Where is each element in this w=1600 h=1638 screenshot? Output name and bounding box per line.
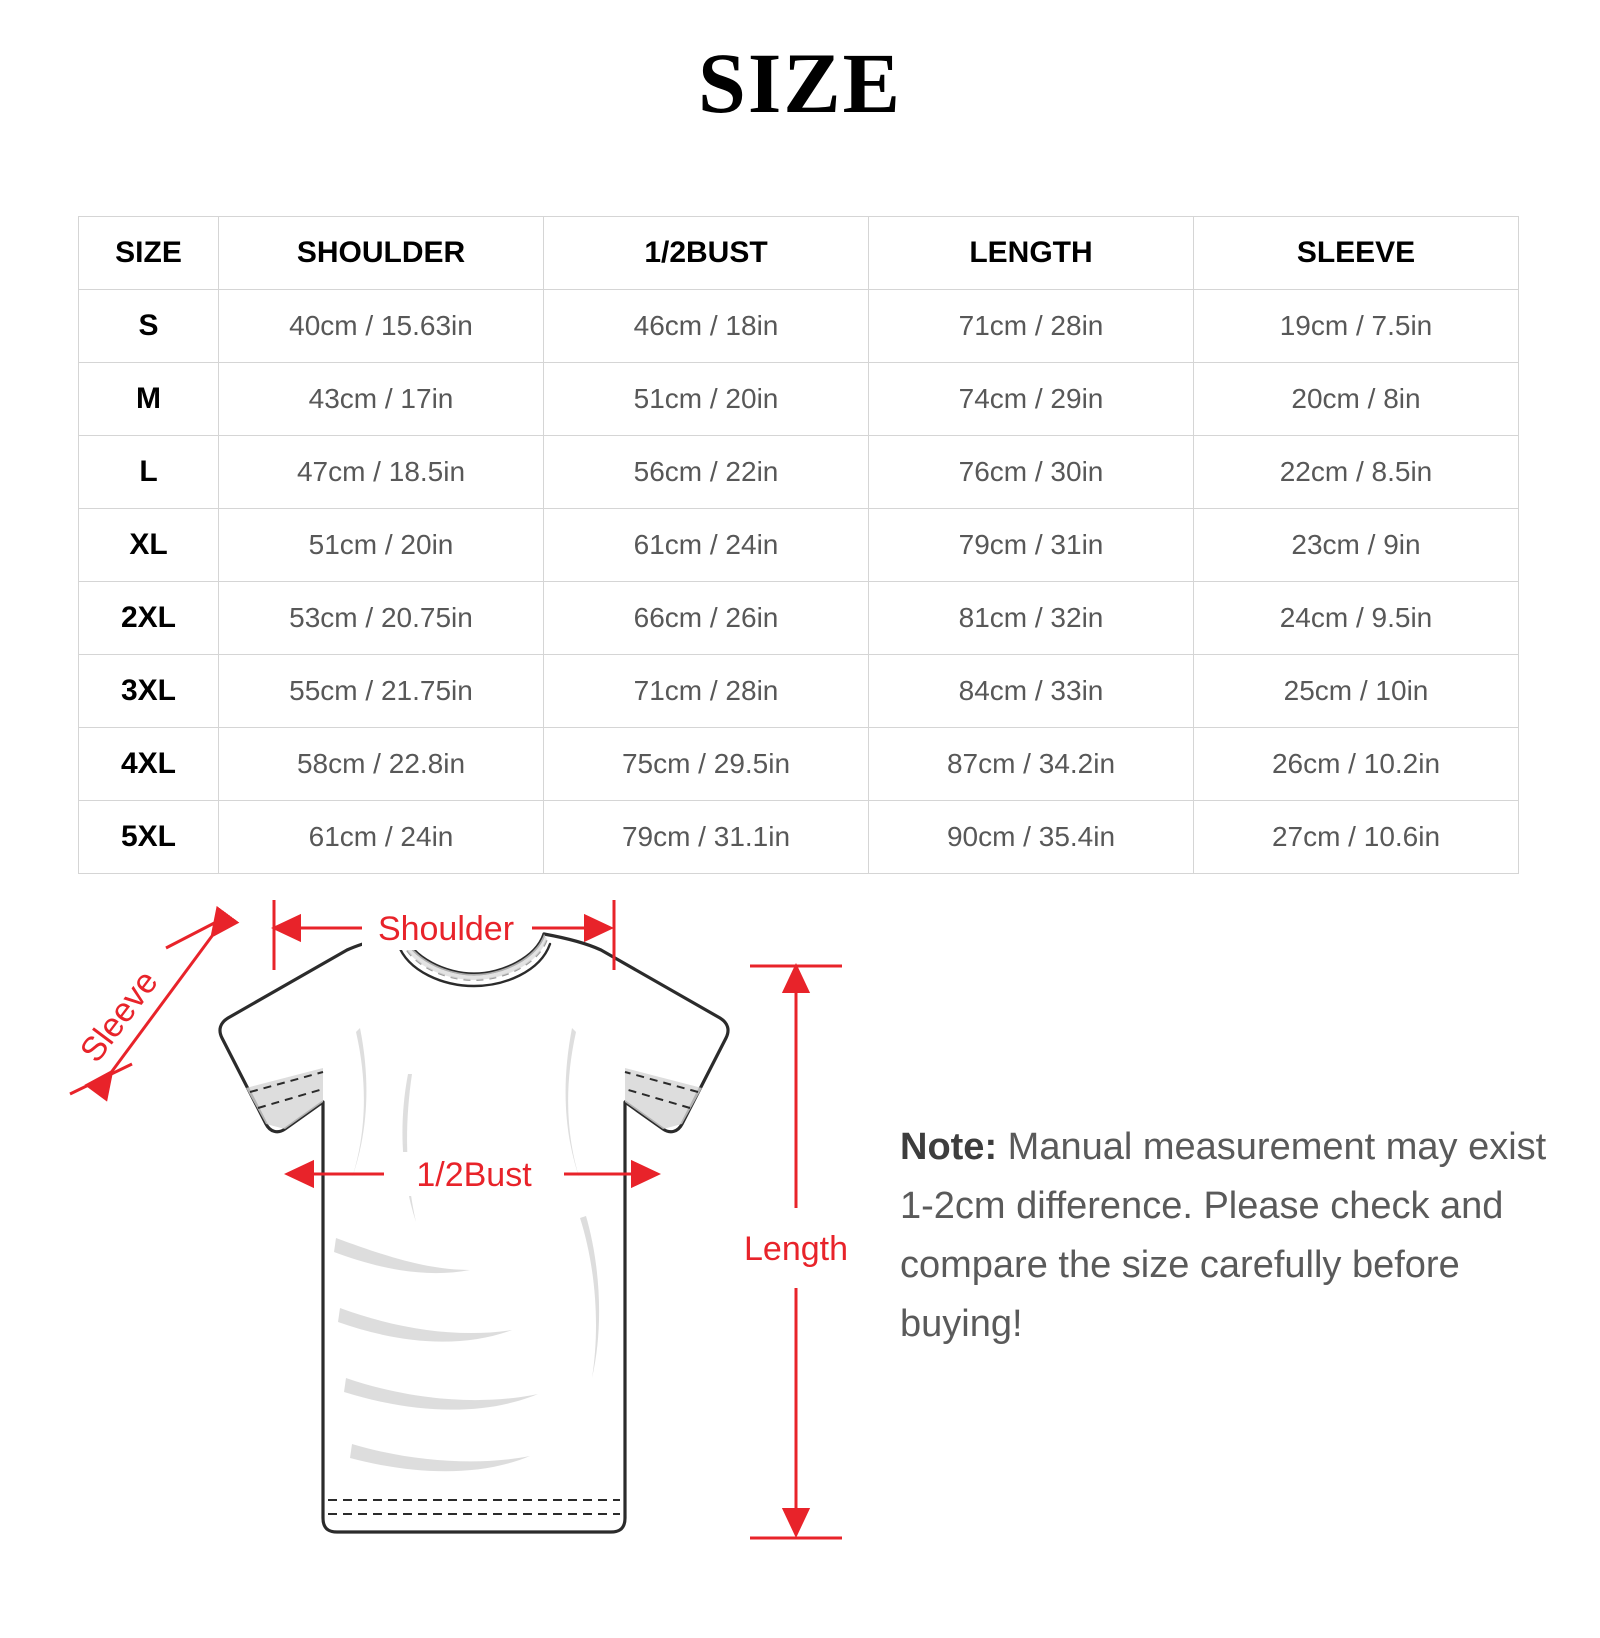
cell-length: 74cm / 29in xyxy=(869,363,1194,436)
cell-length: 84cm / 33in xyxy=(869,655,1194,728)
cell-shoulder: 51cm / 20in xyxy=(219,509,544,582)
cell-shoulder: 40cm / 15.63in xyxy=(219,290,544,363)
table-row xyxy=(79,582,1519,655)
length-label: Length xyxy=(744,1230,848,1268)
cell-size: S xyxy=(79,290,219,363)
cell-sleeve: 22cm / 8.5in xyxy=(1194,436,1519,509)
cell-size: M xyxy=(79,363,219,436)
table-row xyxy=(79,436,1519,509)
sleeve-label: Sleeve xyxy=(72,963,166,1070)
cell-bust: 56cm / 22in xyxy=(544,436,869,509)
table-row xyxy=(79,509,1519,582)
page-title: SIZE xyxy=(697,35,903,131)
tshirt-illustration xyxy=(220,934,728,1532)
table-row xyxy=(79,801,1519,874)
column-header-shoulder: SHOULDER xyxy=(219,217,544,290)
cell-size: XL xyxy=(79,509,219,582)
bust-label: 1/2Bust xyxy=(416,1156,532,1194)
table-row xyxy=(79,290,1519,363)
cell-length: 76cm / 30in xyxy=(869,436,1194,509)
table-row xyxy=(79,655,1519,728)
cell-length: 90cm / 35.4in xyxy=(869,801,1194,874)
size-chart-table xyxy=(78,216,1519,874)
cell-sleeve: 26cm / 10.2in xyxy=(1194,728,1519,801)
cell-length: 71cm / 28in xyxy=(869,290,1194,363)
cell-shoulder: 58cm / 22.8in xyxy=(219,728,544,801)
table-header-row xyxy=(79,217,1519,290)
column-header-size: SIZE xyxy=(79,217,219,290)
table-row xyxy=(79,728,1519,801)
column-header-sleeve: SLEEVE xyxy=(1194,217,1519,290)
tshirt-measurement-diagram xyxy=(60,878,880,1598)
cell-length: 81cm / 32in xyxy=(869,582,1194,655)
cell-sleeve: 23cm / 9in xyxy=(1194,509,1519,582)
cell-size: 3XL xyxy=(79,655,219,728)
cell-bust: 79cm / 31.1in xyxy=(544,801,869,874)
cell-size: 2XL xyxy=(79,582,219,655)
column-header-length: LENGTH xyxy=(869,217,1194,290)
cell-sleeve: 19cm / 7.5in xyxy=(1194,290,1519,363)
cell-shoulder: 61cm / 24in xyxy=(219,801,544,874)
column-header-bust: 1/2BUST xyxy=(544,217,869,290)
table-row xyxy=(79,363,1519,436)
cell-shoulder: 47cm / 18.5in xyxy=(219,436,544,509)
cell-bust: 46cm / 18in xyxy=(544,290,869,363)
cell-bust: 51cm / 20in xyxy=(544,363,869,436)
cell-size: 4XL xyxy=(79,728,219,801)
cell-sleeve: 20cm / 8in xyxy=(1194,363,1519,436)
cell-size: 5XL xyxy=(79,801,219,874)
cell-bust: 75cm / 29.5in xyxy=(544,728,869,801)
cell-size: L xyxy=(79,436,219,509)
size-chart-table-container xyxy=(78,216,1518,874)
note-text: Manual measurement may exist 1-2cm difference. Please check and compare the size carefully before buying! xyxy=(900,1126,1547,1345)
cell-sleeve: 24cm / 9.5in xyxy=(1194,582,1519,655)
cell-sleeve: 25cm / 10in xyxy=(1194,655,1519,728)
cell-shoulder: 55cm / 21.75in xyxy=(219,655,544,728)
cell-bust: 71cm / 28in xyxy=(544,655,869,728)
cell-bust: 61cm / 24in xyxy=(544,509,869,582)
measurement-note xyxy=(900,1118,1550,1354)
cell-shoulder: 43cm / 17in xyxy=(219,363,544,436)
cell-length: 87cm / 34.2in xyxy=(869,728,1194,801)
shoulder-label: Shoulder xyxy=(377,910,515,948)
cell-shoulder: 53cm / 20.75in xyxy=(219,582,544,655)
cell-bust: 66cm / 26in xyxy=(544,582,869,655)
cell-length: 79cm / 31in xyxy=(869,509,1194,582)
cell-sleeve: 27cm / 10.6in xyxy=(1194,801,1519,874)
note-lead: Note: xyxy=(900,1126,998,1168)
